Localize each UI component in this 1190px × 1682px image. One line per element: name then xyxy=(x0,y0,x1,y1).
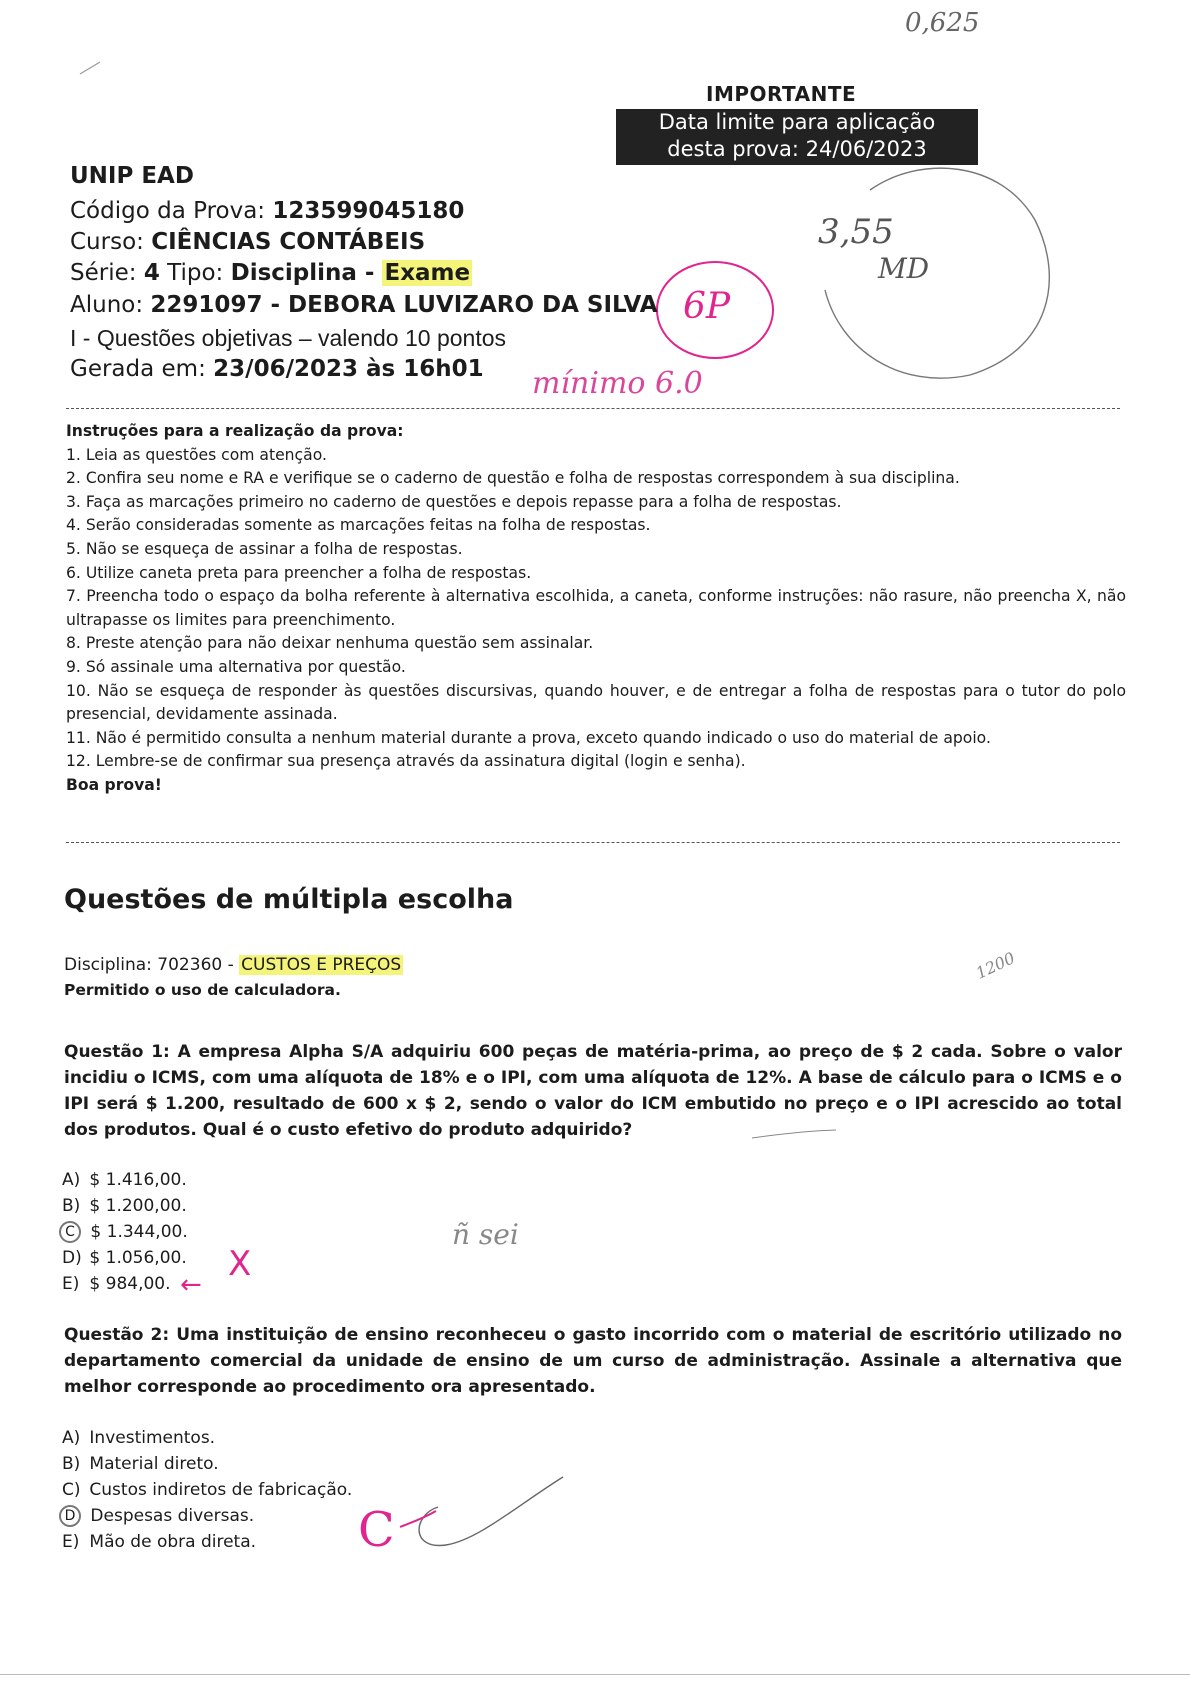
divider-top xyxy=(66,408,1120,409)
important-title: IMPORTANTE xyxy=(706,82,857,106)
series-label: Série: xyxy=(70,260,144,286)
option-letter: A) xyxy=(62,1170,81,1190)
option-letter: E) xyxy=(62,1274,80,1294)
option-text: Custos indiretos de fabricação. xyxy=(89,1480,353,1500)
student-label: Aluno: xyxy=(70,292,151,318)
option-text: $ 984,00. xyxy=(89,1274,171,1294)
institution-name: UNIP EAD xyxy=(70,163,194,189)
question-2-options xyxy=(62,1425,352,1555)
option-b[interactable] xyxy=(62,1193,188,1219)
deadline-line-1: Data limite para aplicação xyxy=(658,110,936,134)
type-highlight: Exame xyxy=(384,260,471,286)
option-a[interactable] xyxy=(62,1425,352,1451)
option-a[interactable] xyxy=(62,1167,188,1193)
q1-underline-mark xyxy=(750,1128,840,1142)
option-letter: B) xyxy=(62,1454,81,1474)
instruction-item: 7. Preencha todo o espaço da bolha referente à alternativa escolhida, a caneta, conforme instruções: não rasure, não preencha X, não ultrapasse os limites para preenchimento. xyxy=(66,587,1126,629)
exam-code xyxy=(70,196,464,227)
option-letter: A) xyxy=(62,1428,81,1448)
instruction-item: 11. Não é permitido consulta a nenhum material durante a prova, exceto quando indicado o uso do material de apoio. xyxy=(66,728,991,747)
option-e[interactable] xyxy=(62,1271,188,1297)
option-letter: E) xyxy=(62,1532,80,1552)
generated xyxy=(70,354,484,385)
selected-letter-circle: D xyxy=(59,1505,81,1527)
correct-mark: C xyxy=(358,1502,395,1558)
instruction-item: 10. Não se esqueça de responder às questões discursivas, quando houver, e de entregar a folha de respostas para o tutor do polo presencial, devidamente assinada. xyxy=(66,681,1126,724)
course-value: CIÊNCIAS CONTÁBEIS xyxy=(151,229,426,255)
question-2-label: Questão 2: xyxy=(64,1325,177,1345)
instruction-item: 4. Serão consideradas somente as marcações feitas na folha de respostas. xyxy=(66,516,651,535)
objective-line: I - Questões objetivas – valendo 10 pontos xyxy=(70,325,507,351)
handwritten-score: 0,625 xyxy=(905,8,980,38)
instructions xyxy=(66,420,1126,798)
deadline-line-2: desta prova: 24/06/2023 xyxy=(667,137,927,161)
option-letter: C) xyxy=(62,1480,81,1500)
calculator-note: Permitido o uso de calculadora. xyxy=(64,981,341,999)
page-bottom-edge xyxy=(0,1674,1190,1675)
discipline-name: CUSTOS E PREÇOS xyxy=(241,955,402,975)
divider-bottom xyxy=(66,842,1120,843)
course xyxy=(70,227,425,258)
instruction-item: 6. Utilize caneta preta para preencher a folha de respostas. xyxy=(66,563,532,582)
stray-pen-mark xyxy=(78,58,108,78)
option-letter: B) xyxy=(62,1196,81,1216)
question-2-body: Uma instituição de ensino reconheceu o gasto incorrido com o material de escritório utilizado no departamento comercial da unidade de ensino de um curso de administração. Assinale a alternativa que melhor corresponde ao procedimento ora apresentado. xyxy=(64,1325,1123,1397)
handwritten-grade: 3,55 xyxy=(818,212,894,252)
option-text: $ 1.056,00. xyxy=(89,1248,187,1268)
question-1-text xyxy=(64,1039,1122,1143)
generated-label: Gerada em: xyxy=(70,356,214,382)
question-2-text xyxy=(64,1322,1122,1400)
type-label: Tipo: xyxy=(159,260,231,286)
margin-note: 1200 xyxy=(972,948,1018,983)
exam-code-label: Código da Prova: xyxy=(70,198,273,224)
arrow-mark: ← xyxy=(180,1270,202,1300)
selected-letter-circle: C xyxy=(59,1221,81,1243)
instruction-item: 8. Preste atenção para não deixar nenhuma questão sem assinalar. xyxy=(66,634,594,653)
instructions-closing: Boa prova! xyxy=(66,775,162,794)
wrong-mark: X xyxy=(228,1244,252,1284)
type-value: Disciplina - xyxy=(230,260,383,286)
option-b[interactable] xyxy=(62,1451,352,1477)
option-text: Material direto. xyxy=(89,1454,219,1474)
instruction-item: 2. Confira seu nome e RA e verifique se o caderno de questão e folha de respostas correspondem à sua disciplina. xyxy=(66,469,960,488)
option-e[interactable] xyxy=(62,1529,352,1555)
option-d-selected[interactable] xyxy=(62,1503,352,1529)
student-value: 2291097 - DEBORA LUVIZARO DA SILVA xyxy=(150,292,658,318)
pencil-check-mark xyxy=(398,1465,568,1555)
option-text: Mão de obra direta. xyxy=(89,1532,257,1552)
option-c-selected[interactable] xyxy=(62,1219,188,1245)
course-label: Curso: xyxy=(70,229,152,255)
instruction-item: 3. Faça as marcações primeiro no caderno de questões e depois repasse para a folha de respostas. xyxy=(66,492,842,511)
option-letter: D) xyxy=(62,1248,82,1268)
option-text: Despesas diversas. xyxy=(90,1506,255,1526)
option-c[interactable] xyxy=(62,1477,352,1503)
q1-handwritten-note: ñ sei xyxy=(452,1218,519,1251)
discipline xyxy=(64,955,403,975)
question-1-options xyxy=(62,1167,188,1297)
handwritten-grade-label: MD xyxy=(878,252,930,285)
series-value: 4 xyxy=(143,260,160,286)
grade-circle-drawing xyxy=(800,150,1060,410)
exam-code-value: 123599045180 xyxy=(272,198,465,224)
instruction-item: 5. Não se esqueça de assinar a folha de respostas. xyxy=(66,539,463,558)
student xyxy=(70,290,658,321)
section-title: Questões de múltipla escolha xyxy=(64,884,514,915)
question-1-label: Questão 1: xyxy=(64,1042,178,1062)
generated-value: 23/06/2023 às 16h01 xyxy=(213,356,484,382)
instruction-item: 12. Lembre-se de confirmar sua presença através da assinatura digital (login e senha). xyxy=(66,752,746,771)
discipline-label: Disciplina: 702360 - xyxy=(64,955,240,975)
instruction-item: 9. Só assinale uma alternativa por questão. xyxy=(66,657,406,676)
option-text: $ 1.200,00. xyxy=(89,1196,187,1216)
question-1-body: A empresa Alpha S/A adquiriu 600 peças de matéria-prima, ao preço de $ 2 cada. Sobre o valor incidiu o ICMS, com uma alíquota de 18% e o IPI, com uma alíquota de 12%. A base de cálculo para o ICMS e o IPI será $ 1.200, resultado de 600 x $ 2, sendo o valor do ICM embutido no preço e o IPI acrescido ao total dos produtos. Qual é o custo efetivo do produto adquirido? xyxy=(64,1042,1122,1140)
instruction-item: 1. Leia as questões com atenção. xyxy=(66,445,327,464)
instructions-title: Instruções para a realização da prova: xyxy=(66,422,404,440)
option-text: Investimentos. xyxy=(89,1428,216,1448)
circle-code: 6P xyxy=(683,286,731,327)
series-type xyxy=(70,258,472,289)
option-text: $ 1.344,00. xyxy=(90,1222,188,1242)
option-d[interactable] xyxy=(62,1245,188,1271)
minimum-note: mínimo 6.0 xyxy=(532,366,703,401)
option-text: $ 1.416,00. xyxy=(89,1170,187,1190)
